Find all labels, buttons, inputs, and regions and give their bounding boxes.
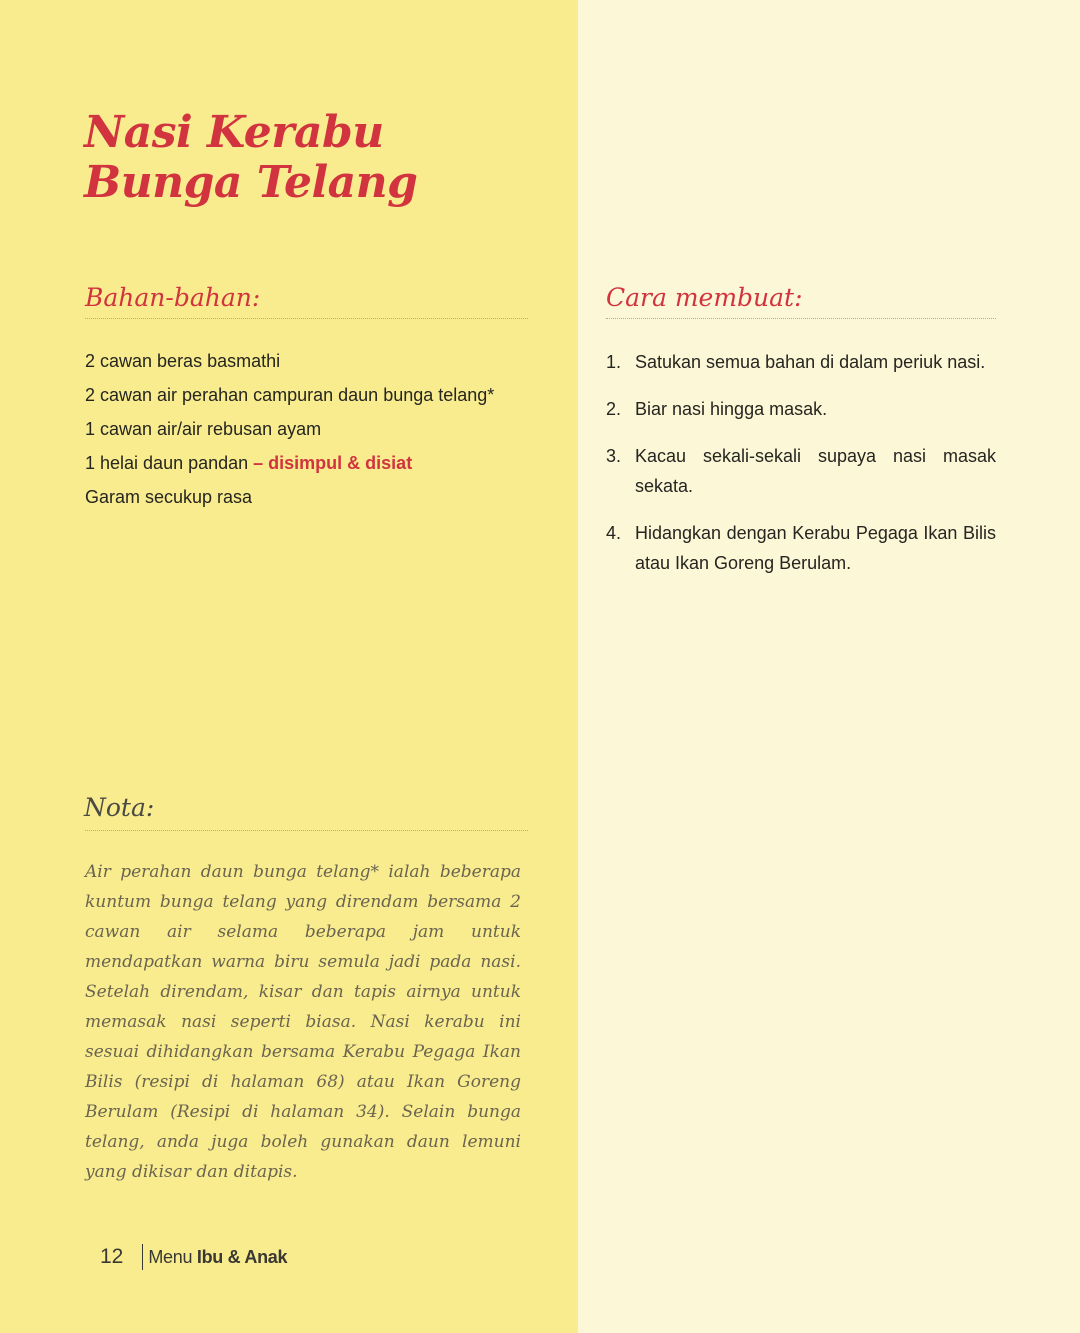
step-text: Biar nasi hingga masak. xyxy=(635,399,828,419)
method-step xyxy=(606,347,996,377)
book-title-prefix: Menu xyxy=(148,1246,197,1267)
ingredients-heading: Bahan-bahan: xyxy=(85,283,261,312)
recipe-title-line1: Nasi Kerabu xyxy=(84,107,384,158)
step-number: 1. xyxy=(606,352,622,372)
book-title-main: Ibu & Anak xyxy=(196,1246,288,1267)
method-step xyxy=(606,518,996,578)
method-steps xyxy=(606,347,996,595)
method-step xyxy=(606,394,996,424)
ingredients-divider xyxy=(85,318,528,319)
step-text: Kacau sekali-sekali supaya nasi masak sekata. xyxy=(635,446,996,496)
step-number: 4. xyxy=(606,523,622,543)
ingredient-text: 2 cawan beras basmathi xyxy=(85,351,281,371)
nota-divider xyxy=(85,830,528,831)
step-number: 2. xyxy=(606,399,622,419)
method-divider xyxy=(606,318,996,319)
method-step xyxy=(606,441,996,501)
step-text: Satukan semua bahan di dalam periuk nasi. xyxy=(635,352,986,372)
ingredients-list xyxy=(85,347,565,517)
ingredient-item xyxy=(85,347,565,381)
ingredient-text: 2 cawan air perahan campuran daun bunga telang* xyxy=(85,385,495,405)
page-number: 12 xyxy=(100,1245,124,1268)
ingredient-item xyxy=(85,449,565,483)
step-text: Hidangkan dengan Kerabu Pegaga Ikan Bilis atau Ikan Goreng Berulam. xyxy=(635,523,996,573)
ingredient-text: Garam secukup rasa xyxy=(85,487,253,507)
ingredient-item xyxy=(85,381,565,415)
ingredient-text: 1 helai daun pandan xyxy=(85,453,254,473)
recipe-title-line2: Bunga Telang xyxy=(84,157,418,208)
right-panel xyxy=(578,0,1080,1333)
ingredient-note: – disimpul & disiat xyxy=(253,453,413,473)
book-title xyxy=(148,1247,287,1268)
ingredient-item xyxy=(85,483,565,517)
footer-separator xyxy=(142,1244,143,1270)
nota-heading: Nota: xyxy=(84,793,155,822)
method-heading: Cara membuat: xyxy=(606,283,803,312)
ingredient-item xyxy=(85,415,565,449)
step-number: 3. xyxy=(606,446,622,466)
page-footer xyxy=(100,1240,287,1274)
ingredient-text: 1 cawan air/air rebusan ayam xyxy=(85,419,322,439)
recipe-title xyxy=(84,108,417,208)
nota-body: Air perahan daun bunga telang* ialah beberapa kuntum bunga telang yang direndam bersama 2 cawan air selama beberapa jam untuk mendapatkan warna biru semula jadi pada nasi. Setelah direndam, kisar dan tapis airnya untuk memasak nasi seperti biasa. Nasi kerabu ini sesuai dihidangkan bersama Kerabu Pegaga Ikan Bilis (resipi di halaman 68) atau Ikan Goreng Berulam (Resipi di halaman 34). Selain bunga telang, anda juga boleh gunakan daun lemuni yang dikisar dan ditapis. xyxy=(85,862,521,1182)
